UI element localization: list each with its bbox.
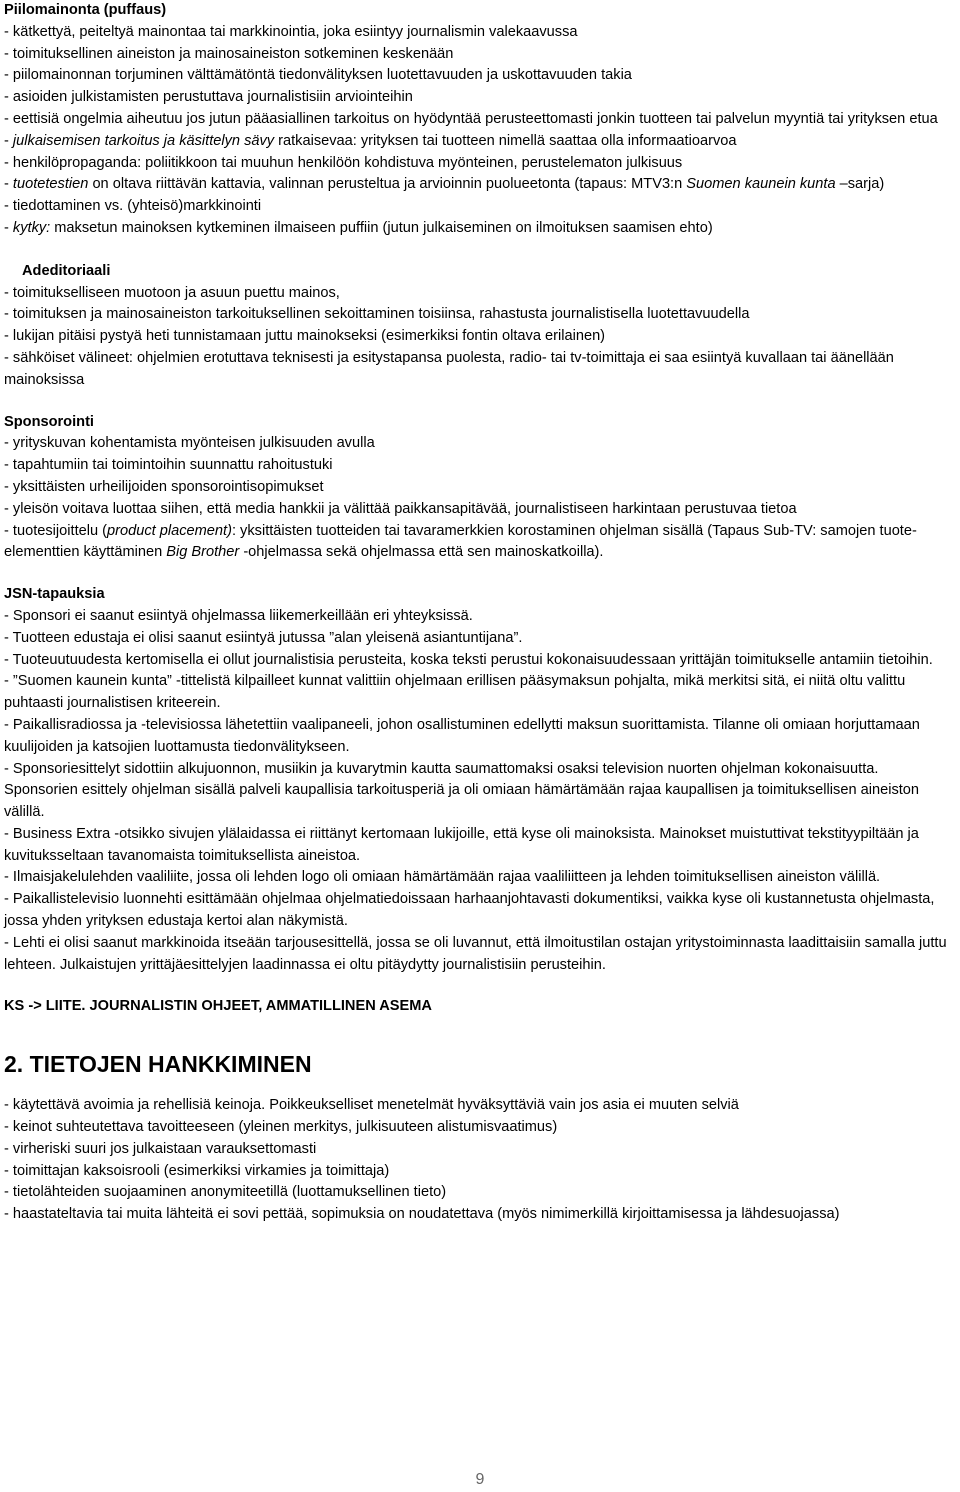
paragraph-line: - toimituksen ja mainosaineiston tarkoituksellinen sekoittaminen toisiinsa, rahastusta journalistisella luotettavuudella (4, 306, 750, 323)
text-fragment: - (4, 132, 13, 149)
paragraph-line: - Sponsori ei saanut esiintyä ohjelmassa liikemerkeillään eri yhteyksissä. (4, 607, 473, 624)
italic-fragment: kytky: (12, 219, 51, 236)
paragraph-line: - lukijan pitäisi pystyä heti tunnistamaan juttu mainokseksi (esimerkiksi fontin oltava erilainen) (4, 328, 606, 345)
section-heading-sponsorointi: Sponsorointi (4, 413, 94, 430)
paragraph-line-tuotesijoittelu (4, 521, 956, 565)
paragraph-line: - tiedottaminen vs. (yhteisö)markkinointi (4, 198, 262, 215)
italic-fragment: Suomen kaunein kunta (686, 176, 836, 193)
italic-fragment: Big Brother (166, 544, 240, 561)
italic-fragment: julkaisemisen tarkoitus ja käsittelyn sävy (12, 132, 275, 149)
paragraph-line: - Tuotteen edustaja ei olisi saanut esiintyä jutussa ”alan yleisenä asiantuntijana”. (4, 629, 523, 646)
paragraph-line: - Sponsoriesittelyt sidottiin alkujuonnon, musiikin ja kuvarytmin kautta saumattomaksi osaksi television nuorten ohjelman kokonaisuutta. Sponsorien esittely ohjelman sisällä palveli kaupallisia tarkoitusperiä ja oli omiaan hämärtämään rajaa kaupallisen ja toimituksellisen aineiston välillä. (4, 760, 920, 821)
paragraph-line: - yrityskuvan kohentamista myönteisen julkisuuden avulla (4, 435, 375, 452)
text-fragment: - (4, 176, 13, 193)
paragraph-line: - toimittajan kaksoisrooli (esimerkiksi virkamies ja toimittaja) (4, 1162, 390, 1179)
section-heading-jsn: JSN-tapauksia (4, 586, 105, 603)
paragraph-line: - tapahtumiin tai toimintoihin suunnattu rahoitustuki (4, 457, 333, 474)
paragraph-line: - Business Extra -otsikko sivujen ylälaidassa ei riittänyt kertomaan lukijoille, että kyse oli mainoksista. Mainokset muistuttivat tekstityypiltään ja kuvituksseltaan tavanomaista toimituksellista aineistoa. (4, 825, 919, 864)
paragraph-line: - ”Suomen kaunein kunta” -tittelistä kilpailleet kunnat valittiin ohjelmaan erillisen pääsymaksun pohjalta, mikä merkitsi sitä, ei niitä oltu valittu puhtaasti journalistisen kriteerein. (4, 673, 906, 712)
text-fragment: ratkaisevaa: yrityksen tai tuotteen nimellä saattaa olla informaatioarvoa (274, 132, 737, 149)
paragraph-line: - Paikallistelevisio luonnehti esittämään ohjelmaa ohjelmatiedoissaan harhaanjohtavasti dokumentiksi, vaikka kyse oli kustannetusta ohjelmasta, jossa yhden yrityksen edustaja kertoi alan näkymistä. (4, 891, 935, 930)
cross-reference: KS -> LIITE. JOURNALISTIN OHJEET, AMMATILLINEN ASEMA (4, 998, 432, 1015)
section-heading-piilomainonta: Piilomainonta (puffaus) (4, 2, 167, 18)
page-number: 9 (475, 1471, 485, 1488)
section-heading-adeditoriaali: Adeditoriaali (22, 262, 111, 279)
paragraph-line: - toimituksellinen aineiston ja mainosaineiston sotkeminen keskenään (4, 45, 454, 62)
text-fragment: : yksittäisten tuotteiden tai tavaramerkkien korostaminen ohjelman sisällä (Tapaus Sub-TV: samojen tuote-elementtien käyttäminen (4, 522, 917, 561)
paragraph-line: - käytettävä avoimia ja rehellisiä keinoja. Poikkeukselliset menetelmät hyväksyttäviä vain jos asia ei muuten selviä (4, 1097, 739, 1114)
text-fragment: maksetun mainoksen kytkeminen ilmaiseen puffiin (jutun julkaiseminen on ilmoituksen saamisen ehto) (50, 219, 713, 236)
paragraph-line: - Tuoteuutuudesta kertomisella ei ollut journalistisia perusteita, koska teksti perustui kokonaisuudessaan yrittäjän toimitukselle antamiin tietoihin. (4, 651, 933, 668)
paragraph-line: - eettisiä ongelmia aiheutuu jos jutun pääasiallinen tarkoitus on hyödyntää perusteettomasti jonkin tuotteen tai palvelun myyntiä tai yrityksen etua (4, 110, 938, 127)
paragraph-line-kytky (4, 218, 956, 240)
paragraph-line: - Ilmaisjakelulehden vaaliliite, jossa oli lehden logo oli omiaan hämärtämään rajaa vaaliliitteen ja lehden toimituksellisen aineiston välillä. (4, 869, 881, 886)
paragraph-line: - henkilöpropaganda: poliitikkoon tai muuhun henkilöön kohdistuva myönteinen, perustelematon julkisuus (4, 154, 683, 171)
paragraph-line: - Lehti ei olisi saanut markkinoida itseään tarjousesittellä, jossa se oli luvannut, että ilmoitustilan ostajan yritystoiminnasta laadittaisiin samalla juttu lehteen. Julkaistujen yrittäjäesittelyjen laadinnassa ei oltu pitäydytty journalistisiin perusteihin. (4, 934, 947, 973)
paragraph-line-julkaisemisen (4, 131, 956, 153)
paragraph-line: - sähköiset välineet: ohjelmien erotuttava teknisesti ja esitystapansa puolesta, radio- tai tv-toimittaja ei saa esiintyä kuvallaan tai äänellään mainoksissa (4, 349, 894, 388)
italic-fragment: tuotetestien (12, 176, 89, 193)
paragraph-line: - asioiden julkistamisten perustuttava journalistisiin arviointeihin (4, 89, 413, 106)
text-fragment: - (4, 219, 13, 236)
paragraph-line: - virheriski suuri jos julkaistaan varauksettomasti (4, 1140, 317, 1157)
paragraph-line: - kätkettyä, peiteltyä mainontaa tai markkinointia, joka esiintyy journalismin valekaavussa (4, 23, 578, 40)
paragraph-line-tuotetestien (4, 174, 956, 196)
text-fragment: on oltava riittävän kattavia, valinnan perusteltua ja arvioinnin puolueetonta (tapaus: MTV3:n (88, 176, 687, 193)
paragraph-line: - yksittäisten urheilijoiden sponsorointisopimukset (4, 478, 324, 495)
section-heading-tietojen: 2. TIETOJEN HANKKIMINEN (4, 1051, 312, 1078)
text-fragment: –sarja) (835, 176, 885, 193)
paragraph-line: - haastateltavia tai muita lähteitä ei sovi pettää, sopimuksia on noudatettava (myös nimimerkillä kirjoittamisessa ja lähdesuojassa) (4, 1206, 840, 1223)
paragraph-line: - yleisön voitava luottaa siihen, että media hankkii ja välittää paikkansapitävää, journalistiseen harkintaan perustuvaa tietoa (4, 500, 797, 517)
text-fragment: - tuotesijoittelu ( (4, 522, 108, 539)
paragraph-line: - Paikallisradiossa ja -televisiossa lähetettiin vaalipaneeli, johon osallistuminen edellytti maksun suorittamista. Tilanne oli omiaan horjuttamaan kuulijoiden ja katsojien luottamusta tiedonvälitykseen. (4, 716, 920, 755)
paragraph-line: - toimitukselliseen muotoon ja asuun puettu mainos, (4, 284, 340, 301)
paragraph-line: - piilomainonnan torjuminen välttämätöntä tiedonvälityksen luotettavuuden ja uskottavuuden takia (4, 67, 632, 84)
text-fragment: -ohjelmassa sekä ohjelmassa että sen mainoskatkoilla). (239, 544, 604, 561)
paragraph-line: - tietolähteiden suojaaminen anonymiteetillä (luottamuksellinen tieto) (4, 1184, 447, 1201)
italic-fragment: product placement) (107, 522, 232, 539)
paragraph-line: - keinot suhteutettava tavoitteeseen (yleinen merkitys, julkisuuteen alistumisvaatimus) (4, 1119, 558, 1136)
